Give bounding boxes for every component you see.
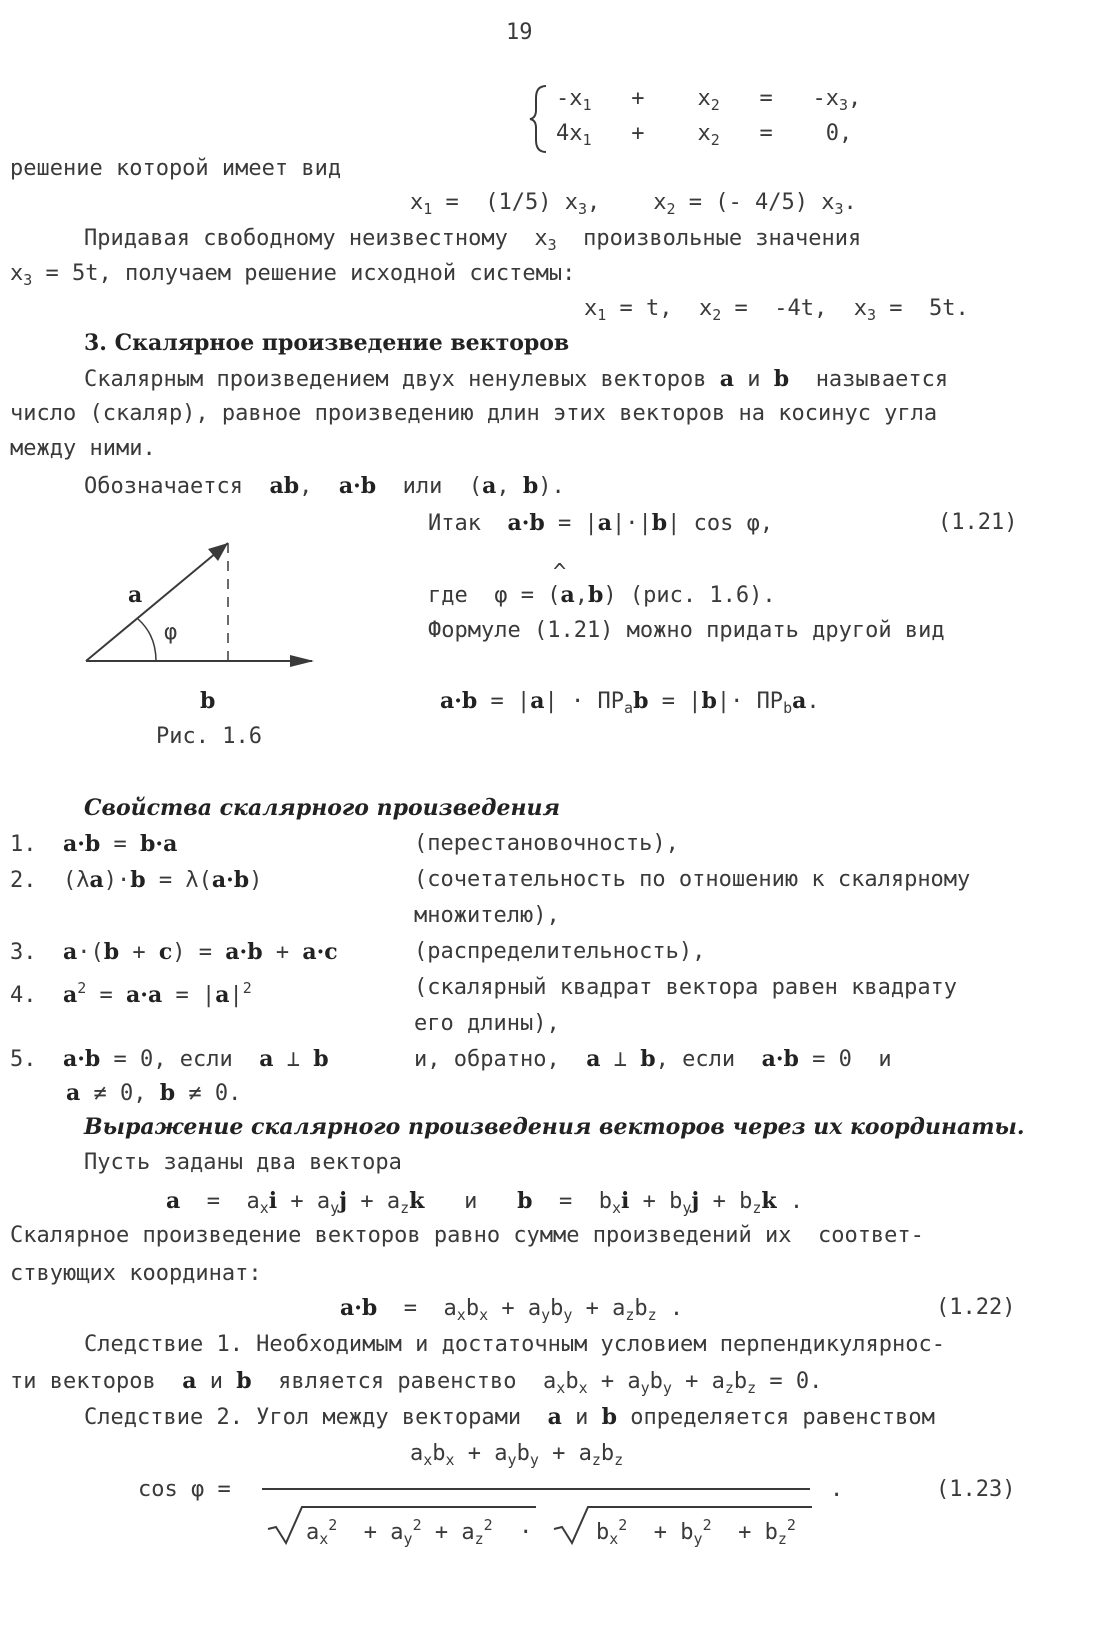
property-4-desc: (скалярный квадрат вектора равен квадрату — [414, 975, 958, 1000]
figure-label-phi: φ — [164, 620, 178, 645]
notation-line: Обозначается ab, a·b или (a, b). — [84, 473, 565, 499]
projection-formula: $a\cdot b = |a| \cdot ПР_ab = |b|\cdot ПР_ba$. — [440, 688, 820, 717]
let-text: Пусть заданы два вектора — [84, 1150, 402, 1175]
cos-phi-label: cos φ = — [138, 1477, 231, 1502]
property-4: 4. $a^2 = a\cdot a = |a|^2$ — [10, 979, 252, 1008]
property-3: 3. a·(b + c) = a·b + a·c — [10, 939, 338, 965]
coord-title: Выражение скалярного произведения векторов через их координаты. — [84, 1114, 1025, 1140]
eq-number-121: (1.21) — [938, 510, 1018, 535]
definition-line-2: число (скаляр), равное произведению длин этих векторов на косинус угла — [10, 401, 938, 426]
eq-number-122: (1.22) — [936, 1295, 1016, 1320]
property-2-desc2: множителю), — [414, 903, 560, 928]
properties-title: Свойства скалярного произведения — [84, 795, 560, 821]
formula-121: Итак a·b = |a|·|b| cos φ, — [428, 510, 774, 536]
para-free: Придавая свободному неизвестному $x_3$ произвольные значения — [84, 226, 862, 254]
vector-coords: $a = a_xi + a_yj + a_zk$ и $b = b_xi + b_yj + b_zk$ . — [166, 1188, 804, 1217]
property-1: 1. a·b = b·a — [10, 831, 178, 857]
property-2-desc: (сочетательность по отношению к скалярному — [414, 867, 971, 892]
solution-formula: $x_1 = (1/5)$ $x_3$, $x_2$ = (- 4/5) $x_3$. — [410, 190, 857, 218]
corollary-2: Следствие 2. Угол между векторами a и b определяется равенством — [84, 1404, 935, 1430]
definition-line-3: между ними. — [10, 436, 156, 461]
angle-definition: где φ = (a,b) (рис. 1.6). — [428, 582, 776, 608]
eq-number-123: (1.23) — [936, 1477, 1016, 1502]
other-form-text: Формуле (1.21) можно придать другой вид — [428, 618, 945, 643]
property-2: 2. (λa)·b = λ(a·b) — [10, 867, 263, 893]
page-number: 19 — [506, 20, 533, 45]
property-1-desc: (перестановочность), — [414, 831, 679, 856]
para-x3: $x_3 = 5t$, получаем решение исходной системы: — [10, 261, 576, 289]
final-solution: $x_1 = t$, $x_2 = -4t$, $x_3 = 5t$. — [584, 296, 969, 324]
figure-label-a: a — [128, 582, 143, 608]
vector-figure — [80, 535, 320, 670]
angle-hat: ^ — [553, 560, 567, 585]
property-5-desc: и, обратно, a ⊥ b, если a·b = 0 и — [414, 1046, 892, 1072]
fraction-dot: . — [830, 1477, 844, 1502]
cos-numerator: $a_xb_x + a_yb_y + a_zb_z$ — [410, 1441, 624, 1469]
corollary-1: Следствие 1. Необходимым и достаточным условием перпендикулярнос- — [84, 1332, 945, 1357]
fraction-bar — [262, 1488, 810, 1490]
cos-denominator-a: $a_x^2 + a_y^2 + a_z^2$ · — [306, 1516, 533, 1548]
cos-denominator-b: $b_x^2 + b_y^2 + b_z^2$ — [596, 1516, 796, 1548]
solution-intro: решение которой имеет вид — [10, 156, 342, 181]
figure-label-b: b — [200, 688, 216, 714]
section-title: 3. Скалярное произведение векторов — [84, 330, 570, 356]
figure-caption: Рис. 1.6 — [156, 724, 262, 749]
formula-122: $a\cdot b = a_xb_x + a_yb_y + a_zb_z$ . — [340, 1295, 684, 1324]
system-brace — [530, 84, 550, 154]
system-row-2: $4x_1$ + $x_2$ = 0, — [556, 121, 853, 149]
sum-text: Скалярное произведение векторов равно сумме произведений их соответ- — [10, 1223, 924, 1248]
property-5: 5. a·b = 0, если a ⊥ b — [10, 1046, 329, 1072]
sum-text-2: ствующих координат: — [10, 1261, 262, 1286]
property-4-desc2: его длины), — [414, 1011, 560, 1036]
property-3-desc: (распределительность), — [414, 939, 706, 964]
definition-line-1: Скалярным произведением двух ненулевых векторов a и b называется — [84, 366, 949, 392]
property-5-cont: a ≠ 0, b ≠ 0. — [66, 1080, 242, 1106]
corollary-1-cont: ти векторов a и b является равенство $a_xb_x + a_yb_y + a_zb_z = 0$. — [10, 1368, 823, 1397]
system-row-1: $-x_1$ + $x_2 = -x_3$, — [556, 86, 862, 114]
